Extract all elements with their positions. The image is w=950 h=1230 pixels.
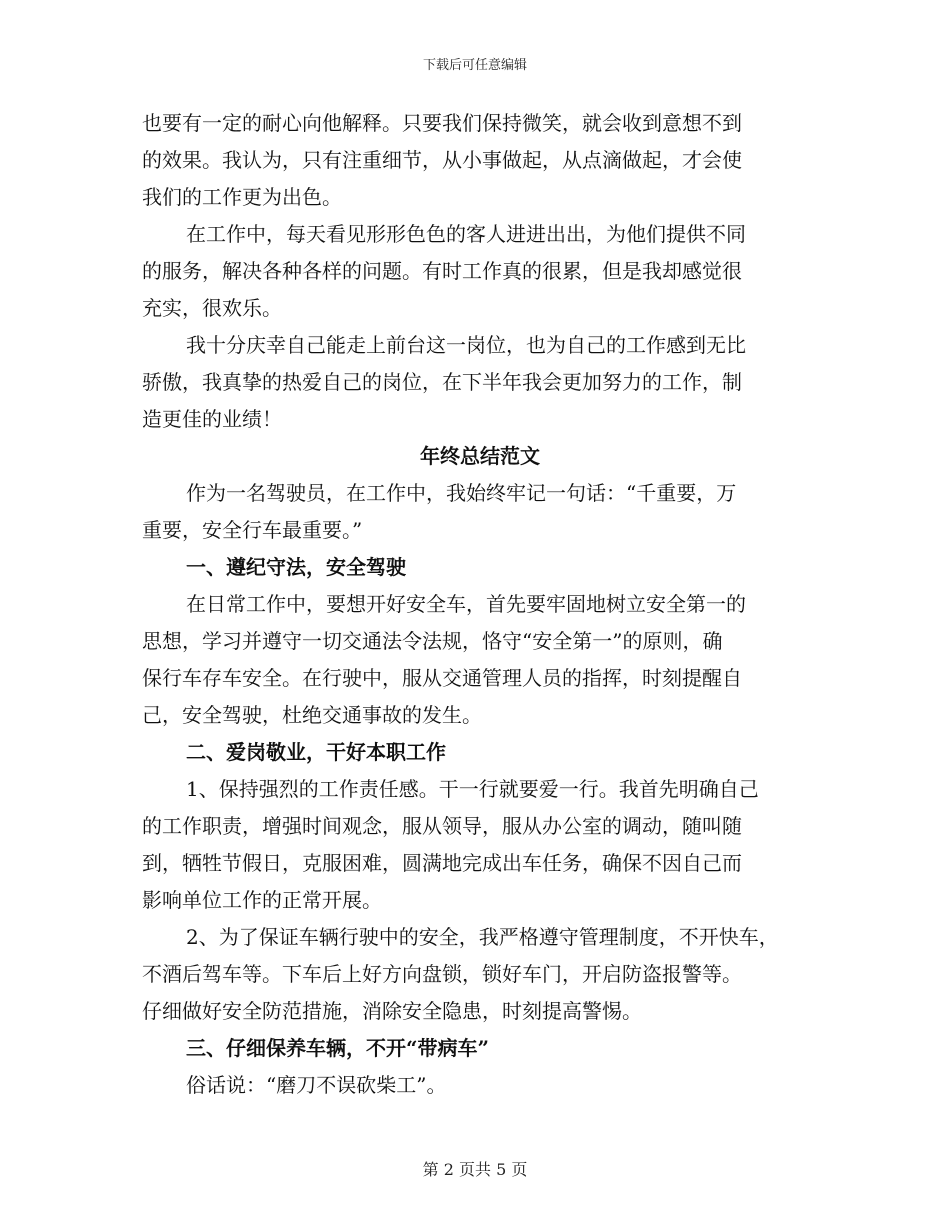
text-line: 己，安全驾驶，杜绝交通事故的发生。 (142, 703, 482, 727)
text-line: 到，牺牲节假日，克服困难，圆满地完成出车任务，确保不因自己而 (142, 851, 742, 875)
text-line: 仔细做好安全防范措施，消除安全隐患，时刻提高警惕。 (142, 999, 642, 1023)
text-line: 我们的工作更为出色。 (142, 185, 342, 209)
text-line: 的服务，解决各种各样的问题。有时工作真的很累，但是我却感觉很 (142, 259, 742, 283)
section-title: 年终总结范文 (420, 444, 540, 468)
text-line: 骄傲，我真挚的热爱自己的岗位，在下半年我会更加努力的工作，制 (142, 370, 742, 394)
text-line: 作为一名驾驶员，在工作中，我始终牢记一句话：“千重要，万 (186, 481, 737, 505)
section-heading: 二、爱岗敬业，干好本职工作 (186, 740, 446, 764)
text-line: 在工作中，每天看见形形色色的客人进进出出，为他们提供不同 (186, 222, 746, 246)
section-heading: 一、遵纪守法，安全驾驶 (186, 555, 406, 579)
text-line: 的效果。我认为，只有注重细节，从小事做起，从点滴做起，才会使 (142, 148, 742, 172)
text-line: 的工作职责，增强时间观念，服从领导，服从办公室的调动，随叫随 (142, 814, 742, 838)
text-line: 造更佳的业绩！ (142, 407, 282, 431)
text-line: 保行车存车安全。在行驶中，服从交通管理人员的指挥，时刻提醒自 (142, 666, 742, 690)
section-heading: 三、仔细保养车辆，不开“带病车” (186, 1036, 490, 1060)
page-footer: 第 2 页共 5 页 (422, 1160, 528, 1179)
text-line: 2、为了保证车辆行驶中的安全，我严格遵守管理制度，不开快车， (186, 925, 779, 949)
text-line: 1、保持强烈的工作责任感。干一行就要爱一行。我首先明确自己 (186, 777, 759, 801)
text-line: 俗话说：“磨刀不误砍柴工”。 (186, 1073, 447, 1097)
text-line: 不酒后驾车等。下车后上好方向盘锁，锁好车门，开启防盗报警等。 (142, 962, 742, 986)
page-header: 下载后可任意编辑 (422, 58, 527, 73)
text-line: 在日常工作中，要想开好安全车，首先要牢固地树立安全第一的 (186, 592, 746, 616)
text-line: 充实，很欢乐。 (142, 296, 282, 320)
text-line: 重要，安全行车最重要。” (142, 518, 363, 542)
text-line: 我十分庆幸自己能走上前台这一岗位，也为自己的工作感到无比 (186, 333, 746, 357)
document-body (142, 105, 818, 1104)
text-line: 也要有一定的耐心向他解释。只要我们保持微笑，就会收到意想不到 (142, 111, 742, 135)
text-line: 影响单位工作的正常开展。 (142, 888, 382, 912)
text-line: 思想，学习并遵守一切交通法令法规，恪守“安全第一”的原则，确 (142, 629, 723, 653)
